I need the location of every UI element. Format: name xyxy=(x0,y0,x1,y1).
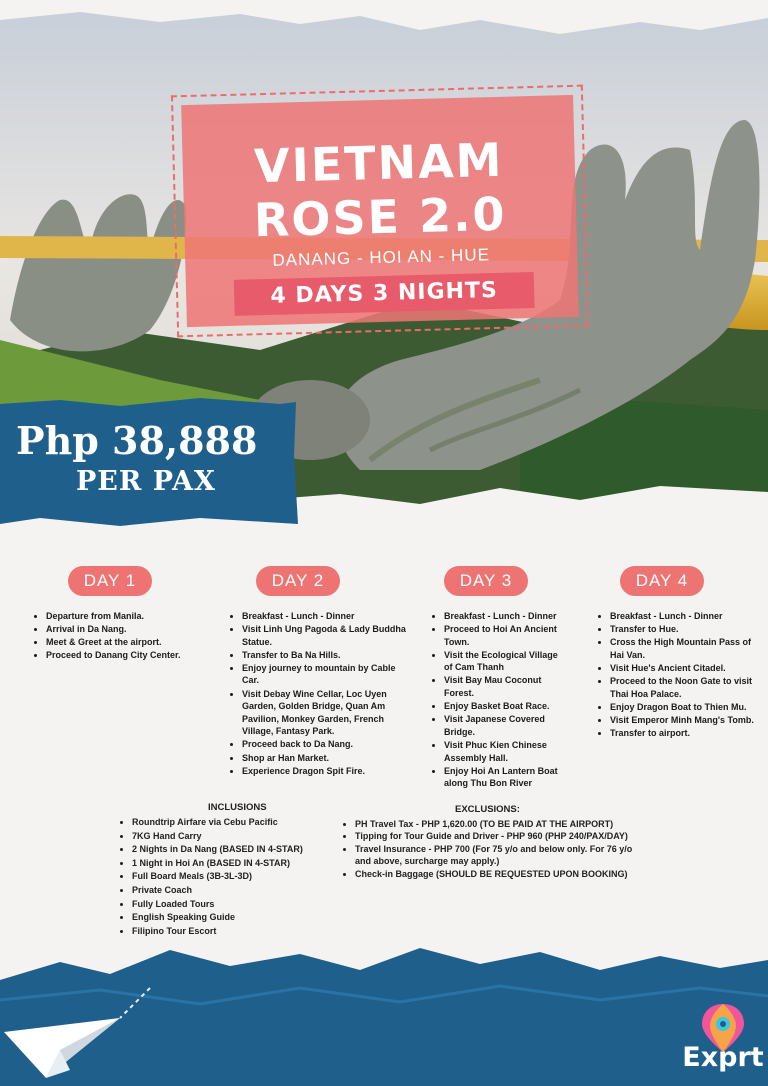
list-item: • Visit Phuc Kien Chinese Assembly Hall. xyxy=(444,739,560,764)
list-item: • Visit Debay Wine Cellar, Loc Uyen Garden, Golden Bridge, Quan Am Pavilion, Monkey Garden, French Village, Fantasy Park. xyxy=(242,688,410,738)
list-item: • 1 Night in Hoi An (BASED IN 4-STAR) xyxy=(132,857,330,871)
price-amount: Php 38,888 xyxy=(16,418,258,463)
price-unit: PER PAX xyxy=(76,466,216,497)
list-item: • Proceed to Danang City Center. xyxy=(46,649,224,662)
title-line-1: VIETNAM xyxy=(253,132,505,194)
route-subtitle: DANANG - HOI AN - HUE xyxy=(272,245,491,270)
list-item: • PH Travel Tax - PHP 1,620.00 (TO BE PAID AT THE AIRPORT) xyxy=(355,818,633,830)
exclusions-list xyxy=(343,818,633,880)
list-item: • Arrival in Da Nang. xyxy=(46,623,224,636)
list-item: • Proceed to Hoi An Ancient Town. xyxy=(444,623,560,648)
day-2-list xyxy=(230,610,410,778)
list-item: • Meet & Greet at the airport. xyxy=(46,636,224,649)
day-4-list xyxy=(598,610,758,740)
inclusions-title: INCLUSIONS xyxy=(208,802,267,813)
list-item: • Shop ar Han Market. xyxy=(242,752,410,765)
day-2-pill: DAY 2 xyxy=(256,566,340,596)
list-item: • Proceed back to Da Nang. xyxy=(242,738,410,751)
list-item: • Filipino Tour Escort xyxy=(132,925,330,939)
list-item: • Visit Japanese Covered Bridge. xyxy=(444,713,560,738)
list-item: • Fully Loaded Tours xyxy=(132,898,330,912)
list-item: • Visit Emperor Minh Mang's Tomb. xyxy=(610,714,758,727)
list-item: • Breakfast - Lunch - Dinner xyxy=(610,610,758,623)
list-item: • Proceed to the Noon Gate to visit Thai Hoa Palace. xyxy=(610,675,758,700)
list-item: • Transfer to airport. xyxy=(610,727,758,740)
duration-bar: 4 DAYS 3 NIGHTS xyxy=(234,272,535,316)
list-item: • Visit Bay Mau Coconut Forest. xyxy=(444,674,560,699)
day-3-list xyxy=(432,610,560,790)
list-item: • Check-in Baggage (SHOULD BE REQUESTED UPON BOOKING) xyxy=(355,868,633,880)
list-item: • Breakfast - Lunch - Dinner xyxy=(242,610,410,623)
list-item: • 2 Nights in Da Nang (BASED IN 4-STAR) xyxy=(132,843,330,857)
list-item: • Cross the High Mountain Pass of Hai Van. xyxy=(610,636,758,661)
list-item: • Full Board Meals (3B-3L-3D) xyxy=(132,870,330,884)
list-item: • Departure from Manila. xyxy=(46,610,224,623)
exclusions-title: EXCLUSIONS: xyxy=(455,804,520,815)
day-1-list xyxy=(34,610,224,662)
list-item: • Breakfast - Lunch - Dinner xyxy=(444,610,560,623)
list-item: • Roundtrip Airfare via Cebu Pacific xyxy=(132,816,330,830)
list-item: • Transfer to Hue. xyxy=(610,623,758,636)
list-item: • Visit the Ecological Village of Cam Thanh xyxy=(444,649,560,674)
list-item: • Enjoy Hoi An Lantern Boat along Thu Bon River xyxy=(444,765,560,790)
list-item: • Visit Linh Ung Pagoda & Lady Buddha Statue. xyxy=(242,623,410,648)
list-item: • English Speaking Guide xyxy=(132,911,330,925)
list-item: • Experience Dragon Spit Fire. xyxy=(242,765,410,778)
inclusions-list xyxy=(120,816,330,938)
day-4-pill: DAY 4 xyxy=(620,566,704,596)
title-line-2: ROSE 2.0 xyxy=(253,186,508,248)
list-item: • Enjoy Dragon Boat to Thien Mu. xyxy=(610,701,758,714)
price-badge xyxy=(0,396,300,526)
list-item: • Transfer to Ba Na Hills. xyxy=(242,649,410,662)
list-item: • Private Coach xyxy=(132,884,330,898)
day-1-pill: DAY 1 xyxy=(68,566,152,596)
list-item: • Enjoy Basket Boat Race. xyxy=(444,700,560,713)
itinerary xyxy=(0,566,768,796)
brand-logo xyxy=(678,1000,768,1086)
torn-footer-shape xyxy=(0,940,768,1086)
footer-band xyxy=(0,940,768,1086)
hero-photo xyxy=(0,0,768,540)
list-item: • Tipping for Tour Guide and Driver - PHP 960 (PHP 240/PAX/DAY) xyxy=(355,830,633,842)
title-banner xyxy=(181,95,579,327)
list-item: • 7KG Hand Carry xyxy=(132,830,330,844)
day-3-pill: DAY 3 xyxy=(444,566,528,596)
brand-logo-text: Exprt xyxy=(682,1042,764,1073)
list-item: • Visit Hue's Ancient Citadel. xyxy=(610,662,758,675)
list-item: • Travel Insurance - PHP 700 (For 75 y/o and below only. For 76 y/o and above, surcharge may apply.) xyxy=(355,843,633,868)
list-item: • Enjoy journey to mountain by Cable Car. xyxy=(242,662,410,687)
